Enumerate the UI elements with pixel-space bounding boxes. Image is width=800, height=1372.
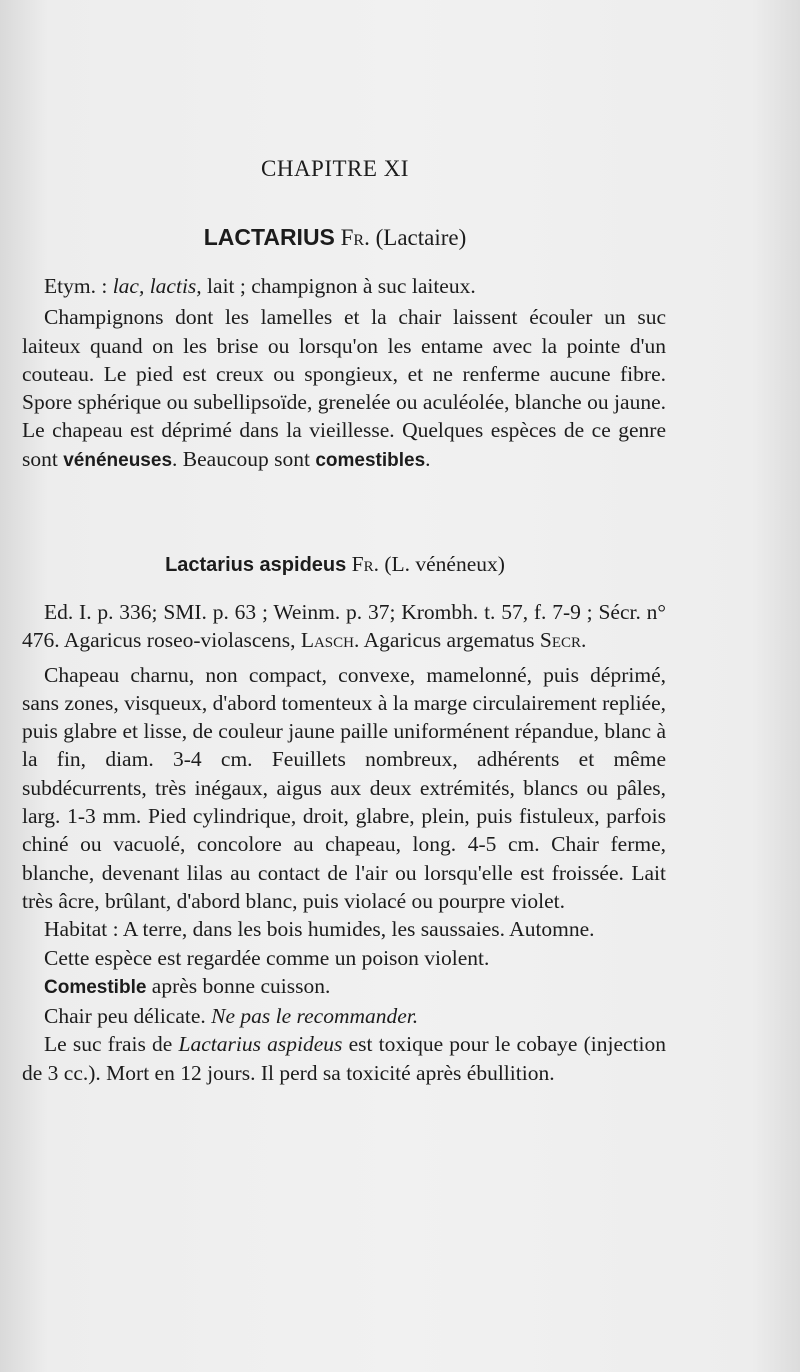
etymology [22, 272, 666, 300]
genus-title [0, 224, 670, 251]
etym-latin: lac, lactis, [112, 274, 202, 298]
species-section [22, 598, 666, 1087]
genus-common-name: (Lactaire) [375, 225, 467, 250]
etym-rest: lait ; champignon à suc laiteux. [201, 274, 476, 298]
edible-rest: après bonne cuisson. [146, 973, 331, 998]
flesh-advice: Ne pas le recommander. [211, 1004, 419, 1029]
tox-species: Lactarius aspideus [178, 1032, 343, 1057]
ref-author-1: Lasch [300, 628, 354, 653]
species-common-name: (L. vénéneux) [384, 552, 505, 576]
tox-text-1: Le suc frais de [44, 1032, 179, 1057]
species-author: Fr. [351, 552, 379, 576]
genus-section [22, 272, 666, 475]
edible-label: Comestible [44, 976, 147, 998]
ref-text-3: . [581, 628, 587, 653]
edibility [22, 972, 666, 1002]
species-title [0, 552, 670, 577]
desc-text-2: . Beaucoup sont [172, 446, 316, 471]
genus-name: LACTARIUS [203, 224, 335, 250]
cap-description: Chapeau charnu, non compact, convexe, mamelonné, puis déprimé, sans zones, visqueux, d'abord tomenteux à la marge circulairement repliée, puis glabre et lisse, de couleur jaune paille uniforménent répandue, blanc à la fin, diam. 3-4 cm. Feuillets nombreux, adhérents et même subdécurrents, très inégaux, aigus aux deux extrémités, blancs ou pâles, larg. 1-3 mm. Pied cylindrique, droit, glabre, plein, puis fistuleux, parfois chiné ou vacuolé, concolore au chapeau, long. 4-5 cm. Chair ferme, blanche, devenant lilas au contact de l'air ou lorsqu'elle est froissée. Lait très âcre, brûlant, d'abord blanc, puis violacé ou pourpre violet. [22, 662, 666, 913]
desc-edible: comestibles [315, 449, 426, 471]
genus-author: Fr. [340, 225, 370, 250]
desc-text-1: Champignons dont les lamelles et la chair laissent écouler un suc laiteux quand on les brise ou lorsqu'on les entame avec la pointe d'un couteau. Le pied est creux ou spongieux, et ne renferme aucune fibre. Spore sphérique ou subellipsoïde, grenelée ou aculéolée, blanche ou jaune. Le chapeau est déprimé dans la vieillesse. Quelques espèces de ce genre sont [22, 305, 666, 471]
ref-author-2: Secr [539, 628, 582, 653]
flesh-note [22, 1002, 666, 1030]
references [22, 598, 666, 655]
genus-description [22, 303, 666, 475]
desc-poisonous: vénéneuses [63, 449, 173, 471]
desc-text-3: . [425, 446, 431, 471]
habitat: Habitat : A terre, dans les bois humides, les saussaies. Automne. [44, 917, 595, 942]
flesh-text: Chair peu délicate. [44, 1004, 212, 1029]
toxicity-note [22, 1030, 666, 1087]
ref-text-1: Ed. I. p. 336; SMI. p. 63 ; Weinm. p. 37; Krombh. t. 57, f. 7-9 ; Sécr. n° 476. Agaricus roseo-violascens, [22, 600, 666, 653]
species-name: Lactarius aspideus [165, 554, 347, 576]
ref-text-2: . Agaricus argematus [354, 628, 540, 653]
chapter-heading: CHAPITRE XI [261, 156, 409, 181]
poison-note: Cette espèce est regardée comme un poison violent. [44, 945, 490, 970]
tox-text-2: est toxique pour le cobaye (injection de 3 cc.). Mort en 12 jours. Il perd sa toxicité après ébullition. [22, 1032, 666, 1085]
etym-label: Etym. : [44, 274, 113, 298]
